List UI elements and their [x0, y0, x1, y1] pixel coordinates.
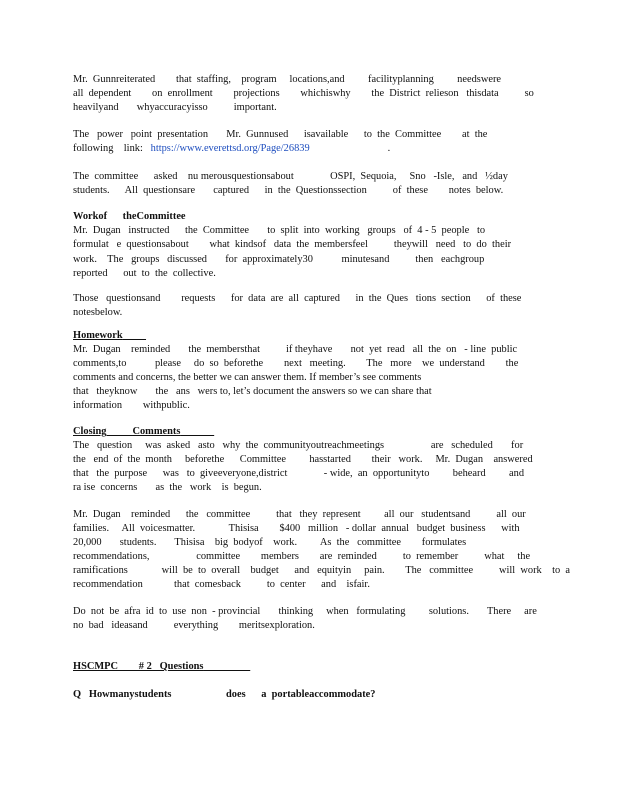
paragraph-staffing-line-1: Mr. Gunnreiterated that staffing, program locations,and facilityplanning needswere: [73, 74, 502, 85]
paragraph-questions-line-1: The committee asked nu merousquestionsabout OSPI, Sequoia, Sno -Isle, and ½day: [73, 171, 508, 182]
paragraph-homework-line-4: that theyknow the ans wers to, let’s document the answers so we can share that: [73, 386, 432, 397]
paragraph-homework-line-3: comments and concerns, the better we can answer them. If member’s see comments: [73, 372, 422, 383]
paragraph-presentation-line-2: [73, 142, 533, 156]
paragraph-questions-line-2: students. All questionsare captured in the Questionssection of these notes below.: [73, 185, 504, 196]
link-prefix: following link:: [73, 143, 151, 154]
paragraph-staffing-line-2: all dependent on enrollment projections whichiswhy the District relieson thisdata so: [73, 88, 534, 99]
closing-comments-heading: Closing Comments: [73, 426, 181, 437]
paragraph-work-line-3: work. The groups discussed for approximately30 minutesand then eachgroup: [73, 254, 485, 265]
work-of-committee-heading: Workof theCommittee: [73, 211, 186, 222]
paragraph-work-line-2: formulat e questionsabout what kindsof data the membersfeel theywill need to do their: [73, 239, 512, 250]
paragraph-presentation-line-1: The power point presentation Mr. Gunnused isavailable to the Committee at the: [73, 129, 488, 140]
paragraph-staffing-line-3: heavilyand whyaccuracyisso important.: [73, 102, 277, 113]
paragraph-represent-line-5: ramifications will be to overall budget and equityin pain. The committee will work to a: [73, 565, 571, 576]
question-text: Howmanystudents does a portableaccommodate?: [88, 689, 376, 700]
paragraph-thinking-line-2: no bad ideasand everything meritsexploration.: [73, 620, 315, 631]
hscmpc-questions-heading: HSCMPC # 2 Questions: [73, 661, 204, 672]
paragraph-homework-line-5: information withpublic.: [73, 400, 190, 411]
paragraph-closing-line-4: ra ise concerns as the work is begun.: [73, 482, 262, 493]
paragraph-closing-line-2: the end of the month beforethe Committee hasstarted their work. Mr. Dugan answered: [73, 454, 533, 465]
paragraph-represent-line-3: 20,000 students. Thisisa big bodyof work. As the committee formulates: [73, 537, 467, 548]
paragraph-data-requests-line-2: notesbelow.: [73, 307, 123, 318]
paragraph-represent-line-6: recommendation that comesback to center and isfair.: [73, 579, 370, 590]
question-label: Q: [73, 689, 82, 700]
homework-heading: Homework: [73, 330, 123, 341]
paragraph-work-line-4: reported out to the collective.: [73, 268, 216, 279]
paragraph-homework-line-1: Mr. Dugan reminded the membersthat if theyhave not yet read all the on - line public: [73, 344, 518, 355]
paragraph-closing-line-1: The question was asked asto why the communityoutreachmeetings are scheduled for: [73, 440, 524, 451]
link-suffix: .: [309, 143, 391, 154]
paragraph-data-requests-line-1: Those questionsand requests for data are all captured in the Ques tions section of these: [73, 293, 522, 304]
presentation-link[interactable]: https://www.everettsd.org/Page/26839: [150, 143, 310, 154]
paragraph-work-line-1: Mr. Dugan instructed the Committee to split into working groups of 4 - 5 people to: [73, 225, 486, 236]
paragraph-closing-line-3: that the purpose was to giveeveryone,district - wide, an opportunityto beheard and: [73, 468, 525, 479]
paragraph-represent-line-2: families. All voicesmatter. Thisisa $400 million - dollar annual budget business with: [73, 523, 520, 534]
paragraph-represent-line-1: Mr. Dugan reminded the committee that they represent all our studentsand all our: [73, 509, 526, 520]
paragraph-represent-line-4: recommendations, committee members are reminded to remember what the: [73, 551, 531, 562]
paragraph-homework-line-2: comments,to please do so beforethe next meeting. The more we understand the: [73, 358, 519, 369]
paragraph-thinking-line-1: Do not be afra id to use non - provincial thinking when formulating solutions. There are: [73, 606, 537, 617]
question-line: [73, 688, 533, 702]
